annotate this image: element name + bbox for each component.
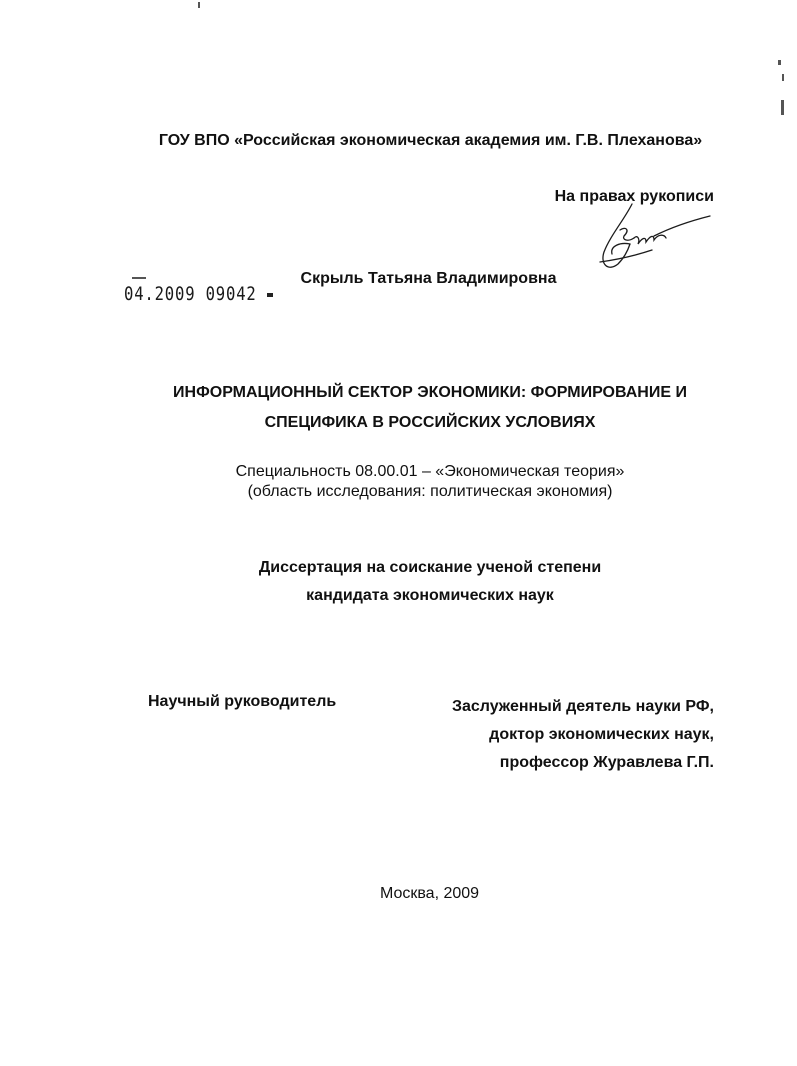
signature-icon xyxy=(594,200,714,280)
specialty xyxy=(140,462,720,502)
supervisor-details xyxy=(334,693,714,777)
supervisor-line: Заслуженный деятель науки РФ, xyxy=(451,698,714,715)
thesis-title-line: ИНФОРМАЦИОННЫЙ СЕКТОР ЭКОНОМИКИ: ФОРМИРОВАНИЕ И xyxy=(173,384,687,401)
degree-line: Диссертация на соискание ученой степени xyxy=(258,559,602,576)
scan-speck xyxy=(782,74,784,81)
specialty-line: Специальность 08.00.01 – «Экономическая теория» xyxy=(235,463,625,480)
archive-mark xyxy=(267,293,273,297)
supervisor-line: доктор экономических наук, xyxy=(489,726,714,743)
thesis-title-line: СПЕЦИФИКА В РОССИЙСКИХ УСЛОВИЯХ xyxy=(264,414,596,431)
thesis-title xyxy=(140,378,720,438)
scan-speck xyxy=(781,100,784,115)
supervisor-line: профессор Журавлева Г.П. xyxy=(499,754,714,771)
supervisor-label: Научный руководитель xyxy=(148,693,337,710)
specialty-line: (область исследования: политическая экономия) xyxy=(247,483,613,500)
city-year: Москва, 2009 xyxy=(379,885,480,902)
institution-name: ГОУ ВПО «Российская экономическая академия им. Г.В. Плеханова» xyxy=(158,132,703,149)
archive-number: 04.2009 09042 xyxy=(124,283,257,305)
scan-speck xyxy=(778,60,781,65)
manuscript-note: На правах рукописи xyxy=(554,188,714,205)
scan-speck xyxy=(198,2,200,8)
degree-line: кандидата экономических наук xyxy=(306,587,554,604)
author-name: Скрыль Татьяна Владимировна xyxy=(300,270,557,287)
degree-statement xyxy=(140,554,720,610)
